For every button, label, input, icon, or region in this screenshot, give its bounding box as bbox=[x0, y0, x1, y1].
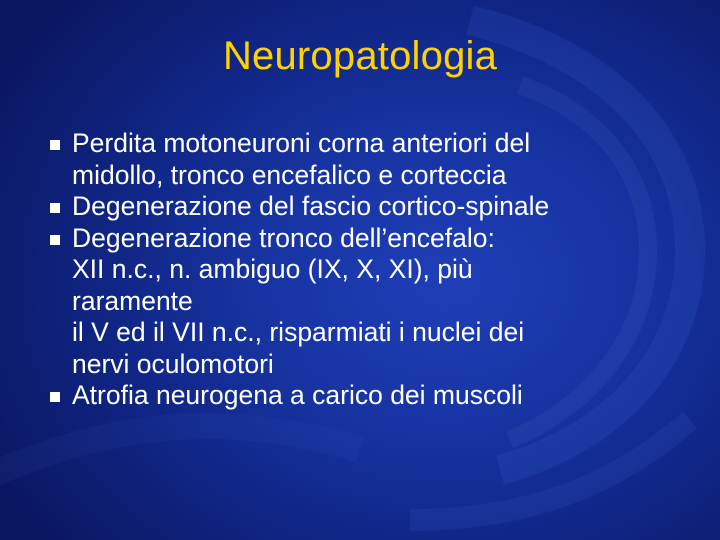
bullet-line: Atrofia neurogena a carico dei muscoli bbox=[72, 380, 523, 410]
bullet-text bbox=[72, 223, 688, 381]
square-bullet-icon bbox=[50, 203, 60, 213]
bullet-text bbox=[72, 191, 688, 223]
bullet-text bbox=[72, 128, 688, 191]
bullet-list bbox=[48, 128, 688, 412]
bullet-item bbox=[48, 223, 688, 381]
bullet-item bbox=[48, 191, 688, 223]
bullet-line: midollo, tronco encefalico e corteccia bbox=[72, 159, 507, 190]
bullet-line: il V ed il VII n.c., risparmiati i nuclei dei bbox=[72, 317, 525, 347]
bullet-line: nervi oculomotori bbox=[72, 348, 274, 379]
bullet-item bbox=[48, 380, 688, 412]
square-bullet-icon bbox=[50, 140, 60, 150]
bullet-line: Degenerazione del fascio cortico-spinale bbox=[72, 191, 550, 221]
bullet-line: XII n.c., n. ambiguo (IX, X, XI), più bbox=[72, 254, 473, 284]
square-bullet-icon bbox=[50, 392, 60, 402]
slide-title: Neuropatologia bbox=[222, 34, 498, 78]
bullet-text bbox=[72, 380, 688, 412]
bullet-line: raramente bbox=[72, 285, 193, 316]
square-bullet-icon bbox=[50, 235, 60, 245]
bullet-line: Perdita motoneuroni corna anteriori del bbox=[72, 128, 531, 158]
bullet-item bbox=[48, 128, 688, 191]
bullet-line: Degenerazione tronco dell’encefalo: bbox=[72, 222, 495, 253]
